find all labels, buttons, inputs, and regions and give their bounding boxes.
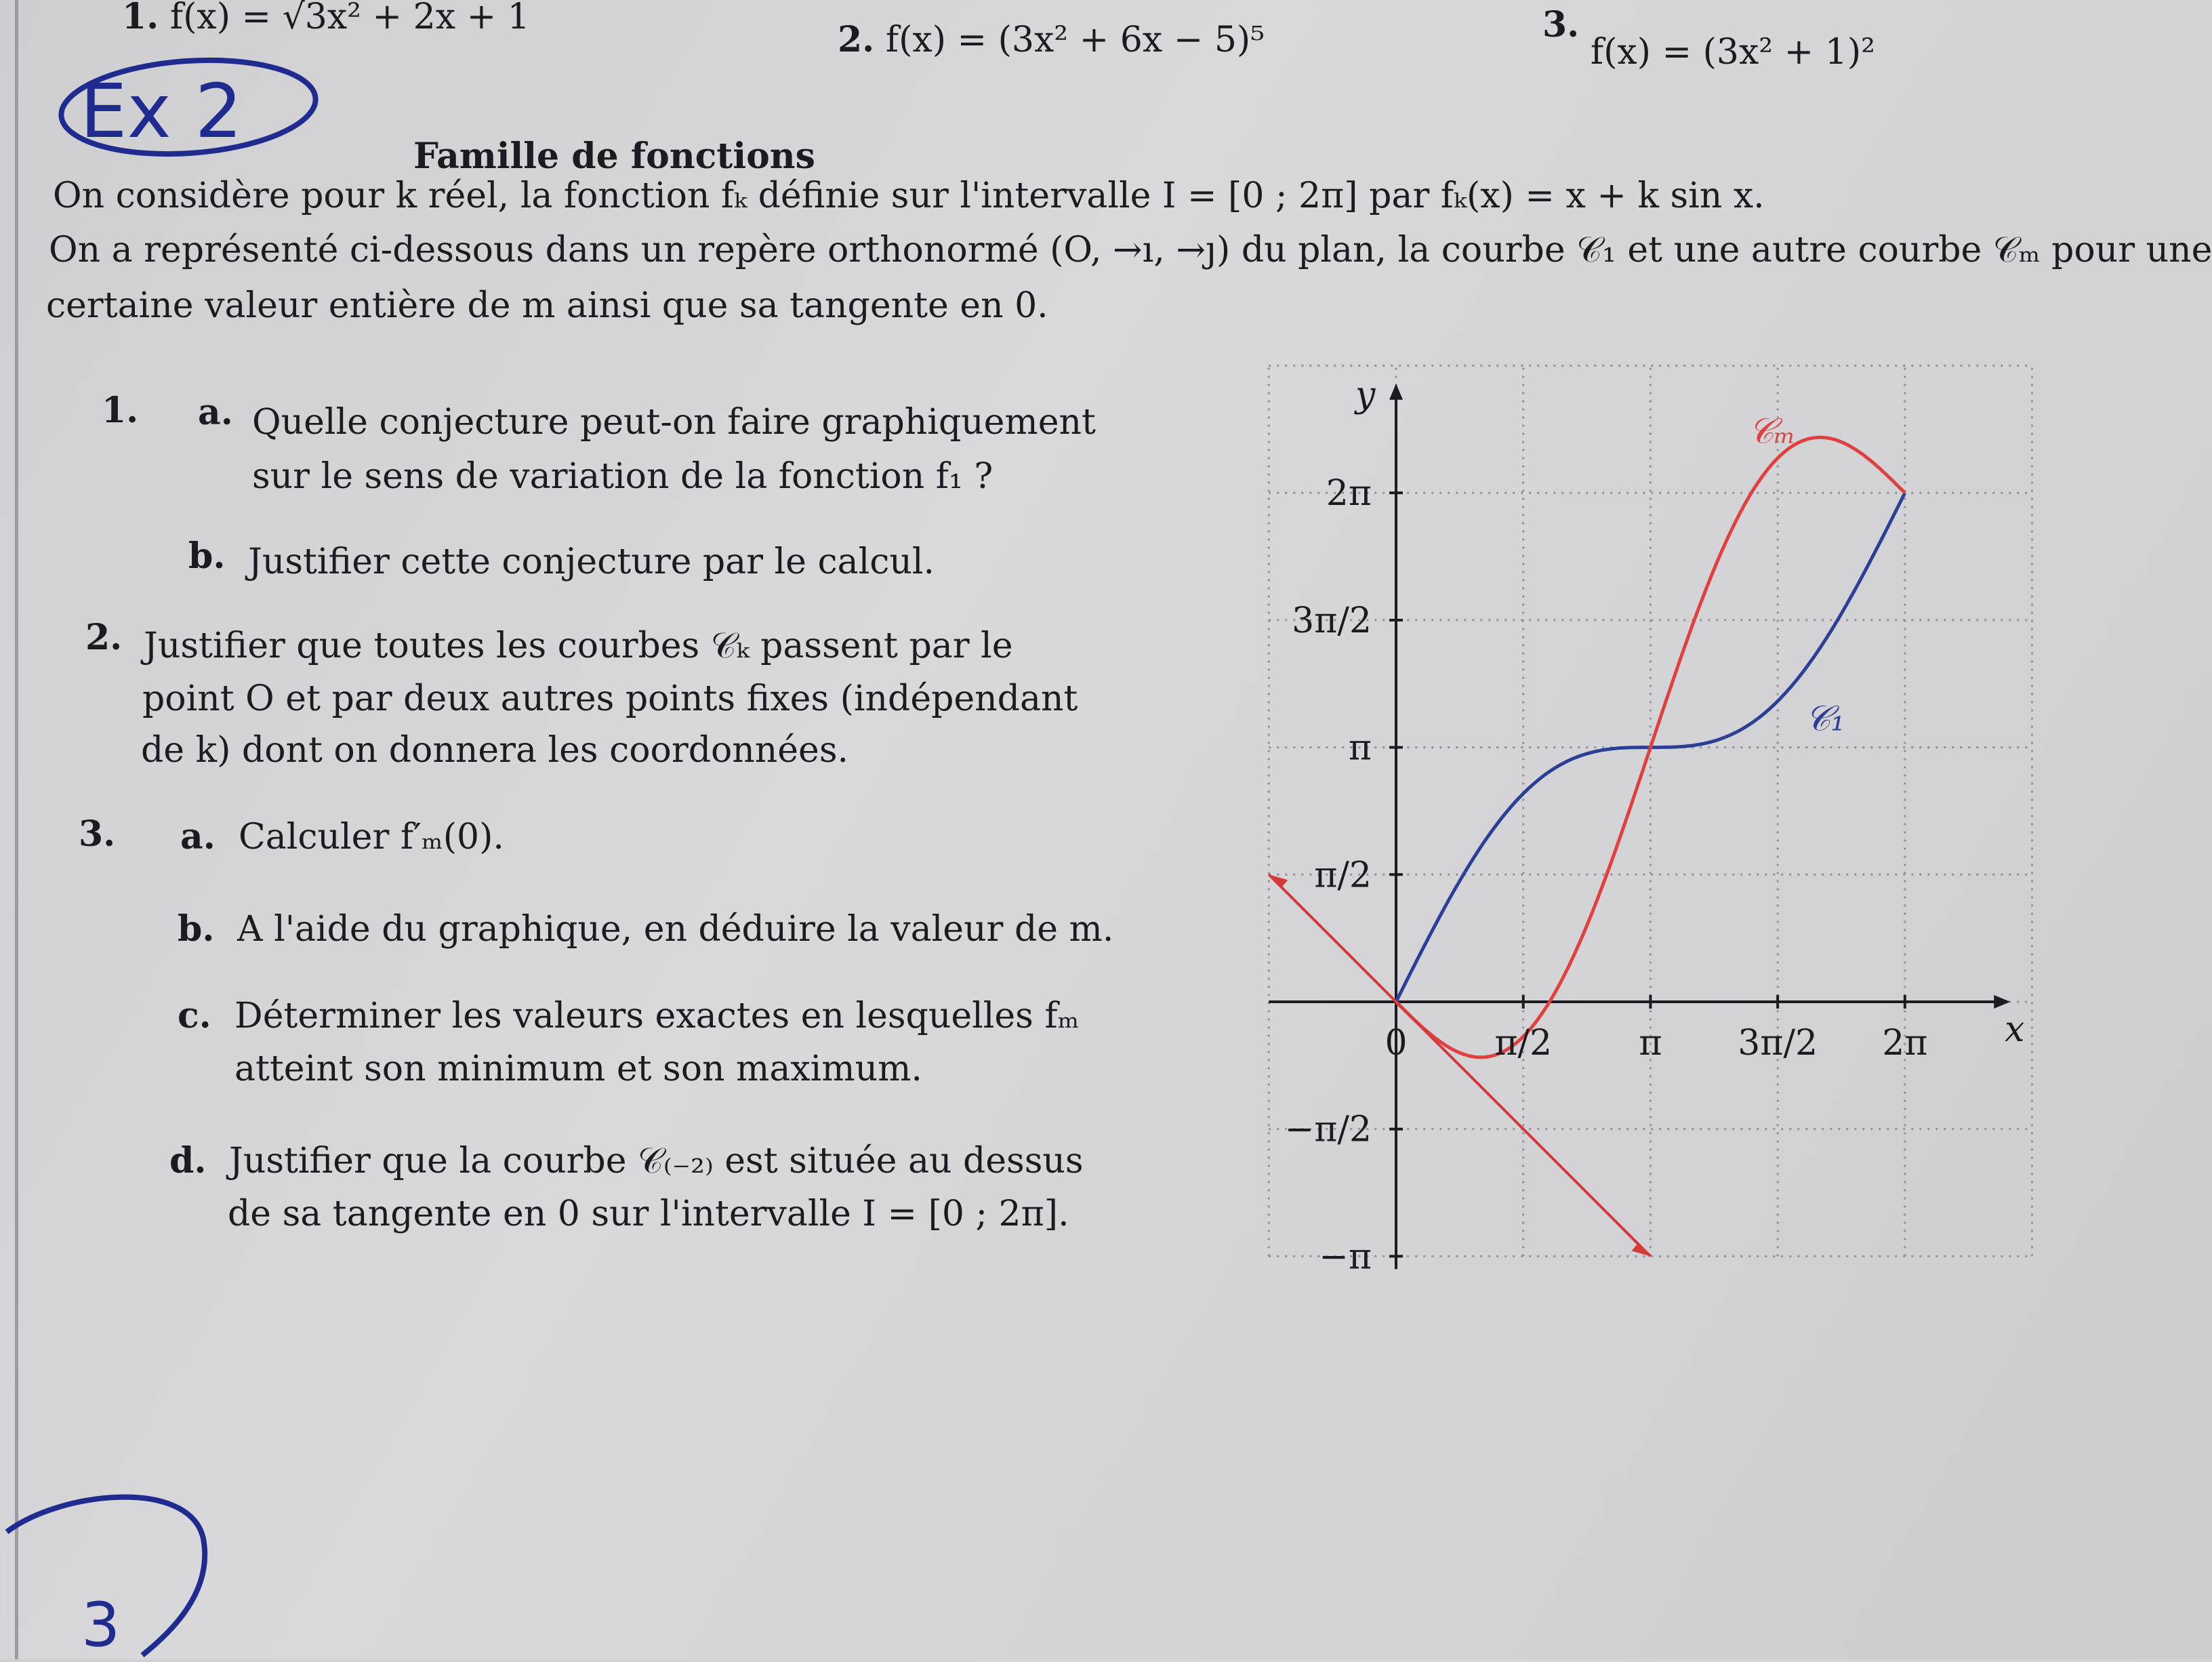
q3d-line-2: de sa tangente en 0 sur l'intervalle I = [0 ; 2π]. xyxy=(228,1194,1069,1234)
x-axis-arrow-icon xyxy=(1994,995,2010,1009)
top-item-3-num: 3. xyxy=(1542,4,1580,45)
tangent-arrow-end-icon xyxy=(1631,1242,1650,1256)
q3d-line-1: Justifier que la courbe 𝒞₍₋₂₎ est située au dessus xyxy=(229,1141,1084,1181)
y-tick-label: −π/2 xyxy=(1284,1109,1372,1150)
y-axis-arrow-icon xyxy=(1389,384,1403,400)
q2-line-1: Justifier que toutes les courbes 𝒞ₖ passent par le xyxy=(144,626,1013,666)
handwritten-ex-label: Ex 2 xyxy=(80,68,243,155)
q1a-line-1: Quelle conjecture peut-on faire graphiquement xyxy=(252,402,1096,443)
tangent-line xyxy=(1269,874,1650,1256)
x-tick-label: 0 xyxy=(1385,1023,1408,1063)
q3c-line-2: atteint son minimum et son maximum. xyxy=(234,1049,922,1089)
q2-number: 2. xyxy=(85,617,123,658)
intro-line-2: On a représenté ci-dessous dans un repère orthonormé (O, →ı, →ȷ) du plan, la courbe 𝒞₁ et une autre courbe 𝒞ₘ pour une xyxy=(49,230,2212,270)
q1a-label: a. xyxy=(198,392,233,433)
x-tick-label: π/2 xyxy=(1494,1023,1553,1063)
x-axis-label: x xyxy=(2005,1009,2025,1050)
q1a-line-2: sur le sens de variation de la fonction f₁ ? xyxy=(252,456,994,497)
top-item-2-text: f(x) = (3x² + 6x − 5)⁵ xyxy=(885,20,1265,60)
y-tick-label: π xyxy=(1348,727,1372,769)
q3a-text: Calculer f′ₘ(0). xyxy=(239,817,504,857)
y-tick-label: π/2 xyxy=(1314,855,1372,896)
intro-line-1: On considère pour k réel, la fonction fₖ définie sur l'intervalle I = [0 ; 2π] par fₖ(x) = x + k sin x. xyxy=(53,176,1765,216)
q2-line-2: point O et par deux autres points fixes (indépendant xyxy=(142,678,1078,719)
top-item-1-num: 1. xyxy=(122,0,159,37)
q1-number: 1. xyxy=(102,390,139,431)
y-tick-label: −π xyxy=(1319,1236,1372,1278)
q3b-text: A l'aide du graphique, en déduire la valeur de m. xyxy=(237,909,1114,950)
x-tick-label: 3π/2 xyxy=(1738,1023,1818,1063)
q1b-text: Justifier cette conjecture par le calcul. xyxy=(248,542,935,582)
y-tick-label: 2π xyxy=(1326,473,1372,514)
x-tick-label: π xyxy=(1639,1023,1662,1063)
curve-c1-label: 𝒞₁ xyxy=(1805,698,1845,739)
exercise-title: Famille de fonctions xyxy=(413,136,815,177)
q1b-label: b. xyxy=(188,535,226,577)
intro-line-3: certaine valeur entière de m ainsi que sa tangente en 0. xyxy=(46,285,1048,326)
curve-cm-label: 𝒞ₘ xyxy=(1748,411,1796,452)
q3-number: 3. xyxy=(79,813,116,855)
top-item-3-text: f(x) = (3x² + 1)² xyxy=(1590,32,1875,73)
top-item-1-text: f(x) = √3x² + 2x + 1 xyxy=(169,0,530,37)
y-tick-label: 3π/2 xyxy=(1292,600,1372,641)
tangent-arrow-start-icon xyxy=(1269,874,1288,888)
q3c-label: c. xyxy=(178,995,211,1036)
handwritten-corner-label: 3 xyxy=(81,1589,121,1661)
top-item-2-num: 2. xyxy=(838,19,875,60)
q3a-label: a. xyxy=(180,816,216,857)
q3b-label: b. xyxy=(178,908,215,950)
q3d-label: d. xyxy=(169,1140,207,1181)
q3c-line-1: Déterminer les valeurs exactes en lesquelles fₘ xyxy=(234,996,1080,1036)
graph-grid xyxy=(1269,365,2032,1256)
x-tick-label: 2π xyxy=(1882,1023,1928,1063)
graph-ticks xyxy=(1389,493,1905,1256)
y-axis-label: y xyxy=(1355,374,1376,416)
graph-axes xyxy=(1269,384,2010,1270)
q2-line-3: de k) dont on donnera les coordonnées. xyxy=(141,730,849,771)
